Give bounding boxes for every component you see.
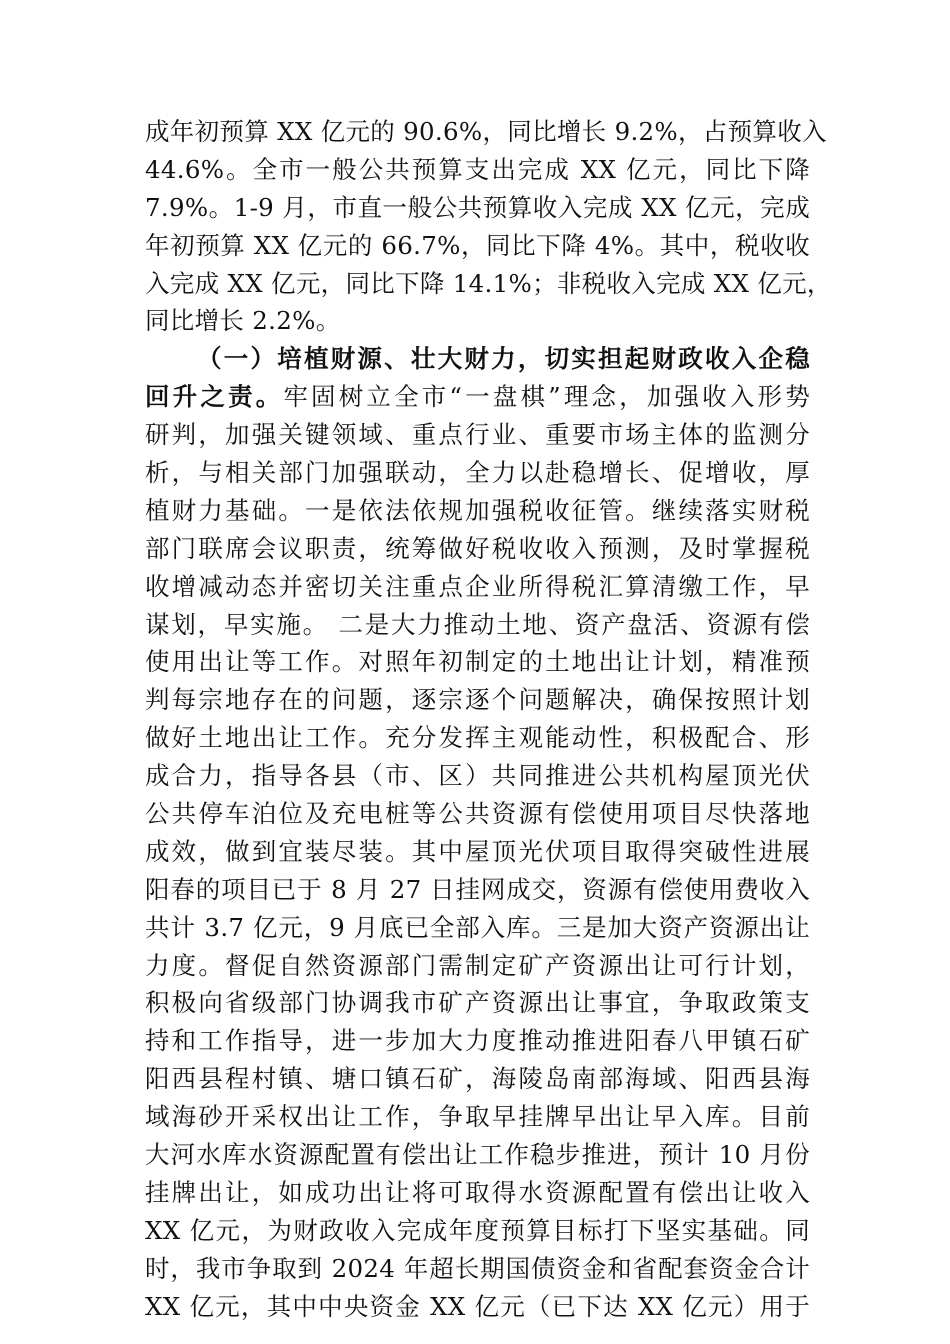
text-line: 积极向省级部门协调我市矿产资源出让事宜，争取政策支 bbox=[145, 988, 810, 1018]
text-line: 收增减动态并密切关注重点企业所得税汇算清缴工作，早 bbox=[145, 571, 810, 601]
text-line: XX 亿元，为财政收入完成年度预算目标打下坚实基础。同 bbox=[145, 1215, 810, 1245]
text-line: 7.9%。1-9 月，市直一般公共预算收入完成 XX 亿元，完成 bbox=[145, 192, 810, 222]
text-line: 做好土地出让工作。充分发挥主观能动性，积极配合、形 bbox=[145, 723, 810, 753]
text-line: 年初预算 XX 亿元的 66.7%，同比下降 4%。其中，税收收 bbox=[145, 230, 810, 260]
text-line: 大河水库水资源配置有偿出让工作稳步推进，预计 10 月份 bbox=[145, 1140, 810, 1170]
text-line: 同比增长 2.2%。 bbox=[145, 306, 341, 336]
section-heading-continued: 回升之责。 bbox=[145, 382, 284, 412]
text-line: 析，与相关部门加强联动，全力以赴稳增长、促增收，厚 bbox=[145, 458, 810, 488]
text-line: 成合力，指导各县（市、区）共同推进公共机构屋顶光伏 bbox=[145, 761, 810, 791]
text-line: 成效，做到宜装尽装。其中屋顶光伏项目取得突破性进展 bbox=[145, 836, 810, 866]
text-line: 植财力基础。一是依法依规加强税收征管。继续落实财税 bbox=[145, 495, 810, 525]
text-line: 判每宗地存在的问题，逐宗逐个问题解决，确保按照计划 bbox=[145, 685, 810, 715]
text-line: 挂牌出让，如成功出让将可取得水资源配置有偿出让收入 bbox=[145, 1177, 810, 1207]
text-line: 阳西县程村镇、塘口镇石矿，海陵岛南部海域、阳西县海 bbox=[145, 1064, 810, 1094]
text-line: 44.6%。全市一般公共预算支出完成 XX 亿元，同比下降 bbox=[145, 154, 810, 184]
paragraph-budget-summary bbox=[145, 113, 832, 340]
text-line: 谋划，早实施。 二是大力推动土地、资产盘活、资源有偿 bbox=[145, 609, 810, 639]
text-line: 时，我市争取到 2024 年超长期国债资金和省配套资金合计 bbox=[145, 1253, 810, 1283]
section-heading: （一）培植财源、壮大财力，切实担起财政收入企稳 bbox=[197, 344, 810, 374]
text-line: 域海砂开采权出让工作，争取早挂牌早出让早入库。目前 bbox=[145, 1102, 810, 1132]
text-line: 研判，加强关键领域、重点行业、重要市场主体的监测分 bbox=[145, 420, 810, 450]
text-line: 入完成 XX 亿元，同比下降 14.1%；非税收入完成 XX 亿元， bbox=[145, 268, 832, 298]
text-line bbox=[145, 378, 810, 416]
text-line: 力度。督促自然资源部门需制定矿产资源出让可行计划， bbox=[145, 950, 810, 980]
text-span: 牢固树立全市“一盘棋”理念，加强收入形势 bbox=[283, 382, 810, 412]
text-line: 共计 3.7 亿元，9 月底已全部入库。三是加大资产资源出让 bbox=[145, 912, 810, 942]
text-line: 阳春的项目已于 8 月 27 日挂网成交，资源有偿使用费收入 bbox=[145, 874, 810, 904]
text-line: 成年初预算 XX 亿元的 90.6%，同比增长 9.2%，占预算收入 bbox=[145, 117, 827, 146]
text-line: 持和工作指导，进一步加大力度推动推进阳春八甲镇石矿 bbox=[145, 1026, 810, 1056]
text-line: 使用出让等工作。对照年初制定的土地出让计划，精准预 bbox=[145, 647, 810, 677]
document-page bbox=[145, 113, 832, 1326]
text-line: 公共停车泊位及充电桩等公共资源有偿使用项目尽快落地 bbox=[145, 799, 810, 829]
paragraph-revenue-measures bbox=[145, 340, 810, 1325]
text-line: XX 亿元，其中中央资金 XX 亿元（已下达 XX 亿元）用于 bbox=[145, 1291, 810, 1321]
text-line: 部门联席会议职责，统筹做好税收收入预测，及时掌握税 bbox=[145, 533, 810, 563]
